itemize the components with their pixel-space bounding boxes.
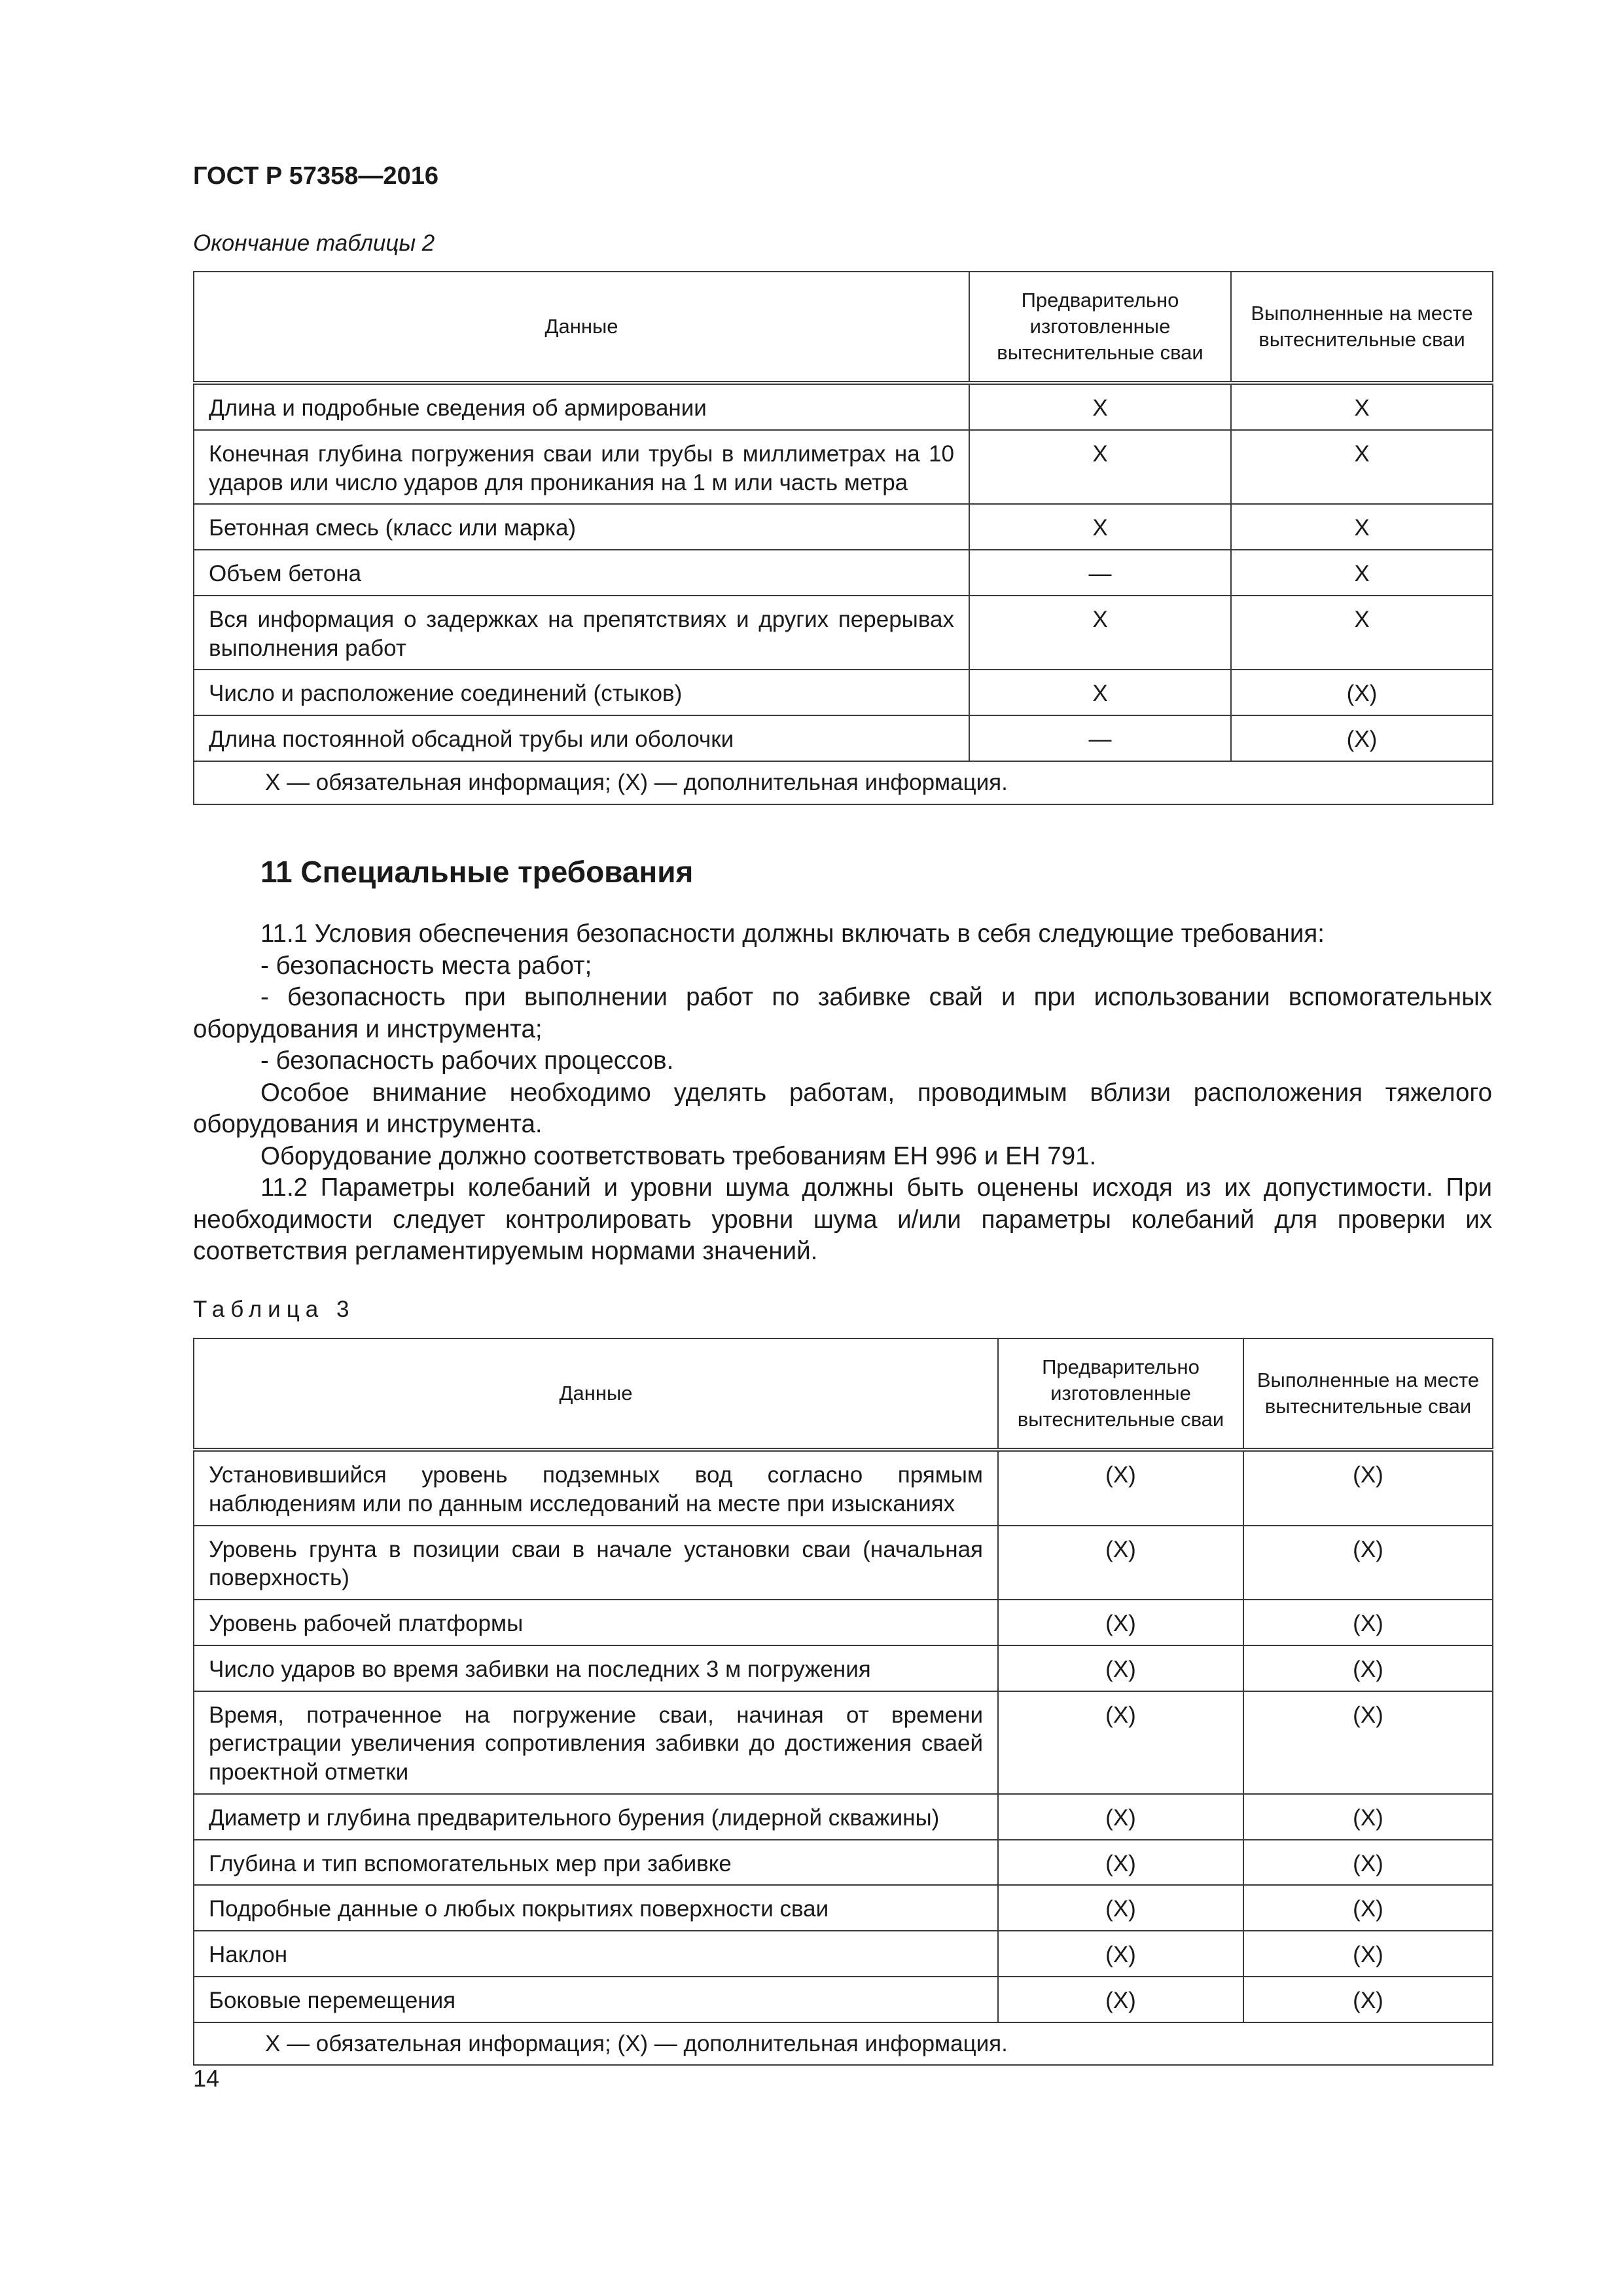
table-cell: Установившийся уровень подземных вод согласно прямым наблюдениям или по данным исследований на месте при изысканиях [194,1450,998,1526]
table-cell: Время, потраченное на погружение сваи, начиная от времени регистрации увеличения сопротивления забивки до достижения сваей проектной отметки [194,1691,998,1794]
table-cell: X [969,430,1231,505]
table-row [194,1931,1493,1977]
column-header-data: Данные [194,272,969,383]
table-row [194,1794,1493,1840]
table-2 [193,271,1493,805]
list-item: - безопасность при выполнении работ по забивке свай и при использовании вспомогательных оборудования и инструмента; [193,983,1492,1043]
table-row [194,1526,1493,1600]
table-cell: Глубина и тип вспомогательных мер при забивке [194,1840,998,1886]
table-row [194,670,1493,715]
table-row [194,1885,1493,1931]
table-cell: Наклон [194,1931,998,1977]
table-cell: (X) [998,1885,1243,1931]
table-cell: (X) [1243,1977,1493,2022]
table-cell: (X) [998,1600,1243,1645]
table-cell: (X) [1243,1600,1493,1645]
column-header-cast-in-place-piles: Выполненные на месте вытеснительные сваи [1231,272,1493,383]
table-cell: Число ударов во время забивки на последних 3 м погружения [194,1645,998,1691]
table-note-row [194,761,1493,804]
table-cell: (X) [1231,715,1493,761]
table-note-row [194,2022,1493,2066]
table-cell: (X) [1243,1931,1493,1977]
table-row [194,1450,1493,1526]
column-header-precast-piles: Предварительно изготовленные вытеснительные сваи [969,272,1231,383]
table-row [194,1600,1493,1645]
section-body [193,918,1492,1268]
table-cell: (X) [1243,1645,1493,1691]
table2-caption: Окончание таблицы 2 [193,230,435,256]
table-row [194,1691,1493,1794]
table-cell: (X) [1243,1691,1493,1794]
table-cell: Бетонная смесь (класс или марка) [194,504,969,550]
table-cell: (X) [998,1931,1243,1977]
paragraph: Особое внимание необходимо уделять работам, проводимым вблизи расположения тяжелого оборудования и инструмента. [193,1078,1492,1138]
table-cell: X [969,504,1231,550]
table-cell: (X) [998,1450,1243,1526]
table3-caption: Таблица 3 [193,1297,355,1322]
table-cell: Длина постоянной обсадной трубы или оболочки [194,715,969,761]
table-cell: (X) [998,1645,1243,1691]
table-cell: (X) [998,1794,1243,1840]
column-header-cast-in-place-piles: Выполненные на месте вытеснительные сваи [1243,1338,1493,1450]
table-cell: X [969,596,1231,670]
table-cell: — [969,715,1231,761]
document-code: ГОСТ Р 57358—2016 [193,162,438,190]
table-cell: (X) [998,1840,1243,1886]
column-header-data: Данные [194,1338,998,1450]
table-cell: (X) [1231,670,1493,715]
table-row [194,596,1493,670]
table-3 [193,1338,1493,2066]
table-cell: Конечная глубина погружения сваи или трубы в миллиметрах на 10 ударов или число ударов для проникания на 1 м или часть метра [194,430,969,505]
table-cell: (X) [1243,1794,1493,1840]
table-cell: (X) [1243,1885,1493,1931]
table-cell: X [1231,504,1493,550]
table-cell: (X) [998,1526,1243,1600]
table-cell: Подробные данные о любых покрытиях поверхности сваи [194,1885,998,1931]
table-note: X — обязательная информация; (X) — дополнительная информация. [194,761,1493,804]
table-cell: Уровень рабочей платформы [194,1600,998,1645]
table-cell: Длина и подробные сведения об армировании [194,383,969,430]
table-cell: — [969,550,1231,596]
table-row [194,1977,1493,2022]
table-row [194,1645,1493,1691]
table-cell: (X) [998,1977,1243,2022]
table-row [194,1840,1493,1886]
table-cell: (X) [1243,1526,1493,1600]
table-cell: X [969,383,1231,430]
list-item: - безопасность места работ; [260,951,592,980]
table-cell: Боковые перемещения [194,1977,998,2022]
table-cell: X [969,670,1231,715]
table-row [194,715,1493,761]
table-row [194,383,1493,430]
page-number: 14 [193,2065,220,2092]
paragraph: 11.2 Параметры колебаний и уровни шума должны быть оценены исходя из их допустимости. При необходимости следует контролировать уровни шума и/или параметры колебаний для проверки их соответствия регламентируемым нормами значений. [193,1174,1492,1265]
table-row [194,430,1493,505]
table-cell: Вся информация о задержках на препятствиях и других перерывах выполнения работ [194,596,969,670]
table-cell: (X) [998,1691,1243,1794]
table-cell: Диаметр и глубина предварительного бурения (лидерной скважины) [194,1794,998,1840]
table-cell: (X) [1243,1450,1493,1526]
table-cell: Уровень грунта в позиции сваи в начале установки сваи (начальная поверхность) [194,1526,998,1600]
table-cell: (X) [1243,1840,1493,1886]
paragraph: Оборудование должно соответствовать требованиям ЕН 996 и ЕН 791. [260,1141,1097,1170]
table-note: X — обязательная информация; (X) — дополнительная информация. [194,2022,1493,2066]
column-header-precast-piles: Предварительно изготовленные вытеснительные сваи [998,1338,1243,1450]
list-item: - безопасность рабочих процессов. [260,1047,674,1075]
table-row [194,550,1493,596]
table-cell: X [1231,430,1493,505]
table-cell: X [1231,383,1493,430]
paragraph: 11.1 Условия обеспечения безопасности должны включать в себя следующие требования: [260,920,1325,948]
table-cell: Объем бетона [194,550,969,596]
table-row [194,504,1493,550]
section-heading: 11 Специальные требования [260,855,694,889]
table-cell: X [1231,596,1493,670]
table-cell: Число и расположение соединений (стыков) [194,670,969,715]
table-cell: X [1231,550,1493,596]
